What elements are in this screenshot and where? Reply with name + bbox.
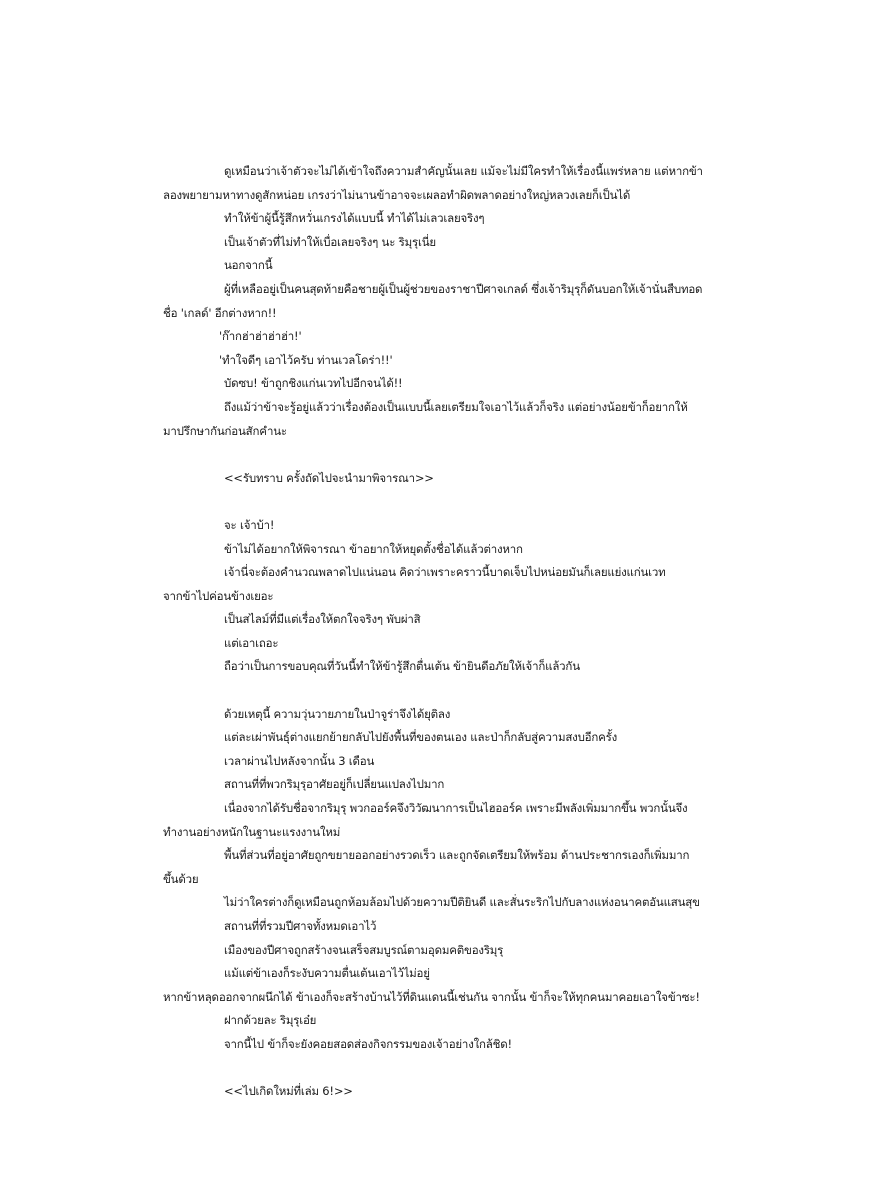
text-line: ถึงแม้ว่าข้าจะรู้อยู่แล้วว่าเรื่องต้องเป็นแบบนี้เลยเตรียมใจเอาไว้แล้วก็จริง แต่อย่างน้อยข้าก็อยากให้ [224,399,688,414]
text-line: 'ก๊ากฮ่าฮ่าฮ่าฮ่า!' [219,329,302,344]
text-line: เวลาผ่านไปหลังจากนั้น 3 เดือน [224,753,375,768]
text-line: นอกจากนี้ [224,258,273,273]
blank-line [163,490,728,514]
text-line: สถานที่ที่พวกริมุรุอาศัยอยู่ก็เปลี่ยนแปลงไปมาก [224,777,445,792]
text-line: <<รับทราบ ครั้งถัดไปจะนำมาพิจารณา>> [224,470,434,485]
text-line: ไม่ว่าใครต่างก็ดูเหมือนถูกห้อมล้อมไปด้วยความปีติยินดี และสั่นระริกไปกับลางแห่งอนาคตอันแสนสุข [224,895,700,910]
text-line: เนื่องจากได้รับชื่อจากริมุรุ พวกออร์คจึงวิวัฒนาการเป็นไฮออร์ค เพราะมีพลังเพิ่มมากขึ้น พวกนั้นจึง [224,801,688,816]
text-line: ทำให้ข้าผู้นี้รู้สึกหวั่นเกรงได้แบบนี้ ทำได้ไม่เลวเลยจริงๆ [224,211,485,226]
text-line: มาปรึกษากันก่อนสักคำนะ [163,423,287,438]
text-line: แต่เอาเถอะ [224,635,279,650]
text-line: จะ เจ้าบ้า! [224,517,275,532]
text-line: แม้แต่ข้าเองก็ระงับความตื่นเต้นเอาไว้ไม่อยู่ [224,966,430,981]
text-line: พื้นที่ส่วนที่อยู่อาศัยถูกขยายออกอย่างรวดเร็ว และถูกจัดเตรียมให้พร้อม ด้านประชากรเองก็เพิ่มมาก [224,848,690,863]
text-line: ดูเหมือนว่าเจ้าตัวจะไม่ได้เข้าใจถึงความสำคัญนั้นเลย แม้จะไม่มีใครทำให้เรื่องนี้แพร่หลาย แต่หากข้า [224,164,703,178]
text-line: ลองพยายามหาทางดูสักหน่อย เกรงว่าไม่นานข้าอาจจะเผลอทำผิดพลาดอย่างใหญ่หลวงเลยก็เป็นได้ [163,187,631,202]
text-line: 'ทำใจดีๆ เอาไว้ครับ ท่านเวลโดร่า!!' [219,352,393,367]
text-line: ทำงานอย่างหนักในฐานะแรงงานใหม่ [163,824,341,839]
text-line: <<ไปเกิดใหม่ที่เล่ม 6!>> [224,1084,353,1099]
blank-line [163,679,728,703]
text-line: เป็นสไลม์ที่มีแต่เรื่องให้ตกใจจริงๆ พับผ่าสิ [224,612,421,627]
text-line: สถานที่ที่รวมปีศาจทั้งหมดเอาไว้ [224,919,377,933]
text-line: ชื่อ 'เกลด์' อีกต่างหาก!! [163,305,277,320]
text-line: ผู้ที่เหลืออยู่เป็นคนสุดท้ายคือชายผู้เป็นผู้ช่วยของราชาปีศาจเกลด์ ซึ่งเจ้าริมุรุก็ดันบอกให้เจ้านั่นสืบทอด [224,281,703,296]
text-line: จากข้าไปค่อนข้างเยอะ [163,588,274,603]
text-line: ข้าไม่ได้อยากให้พิจารณา ข้าอยากให้หยุดตั้งชื่อได้แล้วต่างหาก [224,541,523,556]
text-line: เป็นเจ้าตัวที่ไม่ทำให้เบื่อเลยจริงๆ นะ ริมุรุเนี่ย [224,234,436,249]
text-line: บัดซบ! ข้าถูกชิงแก่นเวทไปอีกจนได้!! [224,376,403,391]
text-line: เจ้านี่จะต้องคำนวณพลาดไปแน่นอน คิดว่าเพราะคราวนี้บาดเจ็บไปหน่อยมันก็เลยแย่งแก่นเวท [224,565,666,580]
text-line: ฝากด้วยละ ริมุรุเอ๋ย [224,1013,317,1028]
text-line: เมืองของปีศาจถูกสร้างจนเสร็จสมบูรณ์ตามอุดมคติของริมุรุ [224,942,504,957]
body-text [163,160,728,1104]
text-line: ขึ้นด้วย [163,871,199,886]
blank-line [163,443,728,467]
text-line: หากข้าหลุดออกจากผนึกได้ ข้าเองก็จะสร้างบ้านไว้ที่ดินแดนนี้เช่นกัน จากนั้น ข้าก็จะให้ทุกคนมาคอยเอาใจข้าซะ! [163,989,700,1004]
text-line: ถือว่าเป็นการขอบคุณที่วันนี้ทำให้ข้ารู้สึกตื่นเต้น ข้ายินดีอภัยให้เจ้าก็แล้วกัน [224,659,580,674]
text-line: ด้วยเหตุนี้ ความวุ่นวายภายในป่าจูร่าจึงได้ยุติลง [224,706,451,721]
text-line: จากนี้ไป ข้าก็จะยังคอยสอดส่องกิจกรรมของเจ้าอย่างใกล้ชิด! [224,1036,512,1051]
text-line: แต่ละเผ่าพันธุ์ต่างแยกย้ายกลับไปยังพื้นที่ของตนเอง และป่าก็กลับสู่ความสงบอีกครั้ง [224,730,618,745]
blank-line [163,1057,728,1081]
